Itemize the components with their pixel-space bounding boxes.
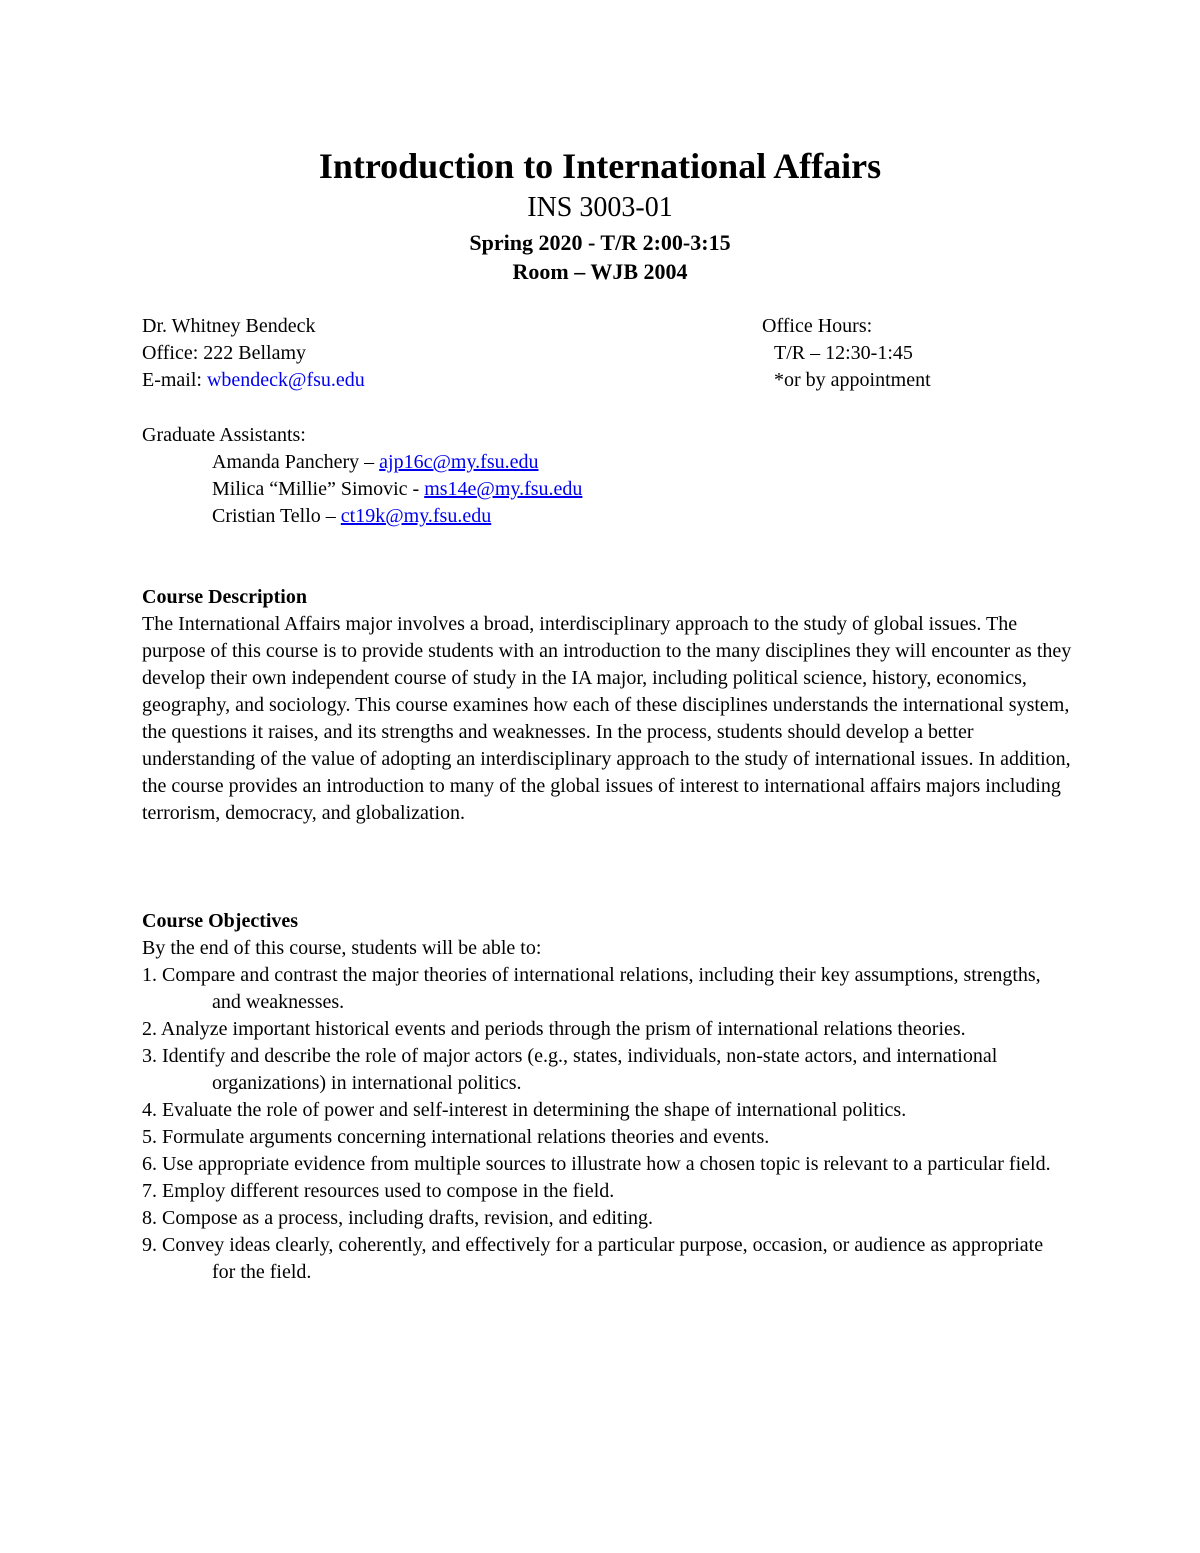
instructor-office: Office: 222 Bellamy [142,342,307,364]
assistant-name: Cristian Tello – [212,505,341,527]
objective-item: 6. Use appropriate evidence from multiple sources to illustrate how a chosen topic is relevant to a particular field. [142,1153,1051,1175]
objective-item: 1. Compare and contrast the major theories of international relations, including their key assumptions, strengths, and weaknesses. [142,964,1041,1013]
office-hours-times: T/R – 12:30-1:45 [774,342,913,364]
description-text: The International Affairs major involves a broad, interdisciplinary approach to the study of global issues. The purpose of this course is to provide students with an introduction to the many disciplines they will encounter as they develop their own independent course of study in the IA major, including political science, history, economics, geography, and sociology. This course examines how each of these disciplines understands the international system, the questions it raises, and its strengths and weaknesses. In the process, students should develop a better understanding of the value of adopting an interdisciplinary approach to the study of international issues. In addition, the course provides an introduction to many of the global issues of interest to international affairs majors including terrorism, democracy, and globalization. [142,613,1072,824]
assistants-heading: Graduate Assistants: [142,424,306,446]
assistant-name: Milica “Millie” Simovic - [212,478,425,500]
assistant-item [212,503,491,530]
assistant-email-link[interactable]: ms14e@my.fsu.edu [424,478,583,500]
objective-item: 5. Formulate arguments concerning international relations theories and events. [142,1126,770,1148]
course-title: Introduction to International Affairs [318,146,882,186]
objectives-heading: Course Objectives [142,910,299,932]
assistant-item [212,476,582,503]
objectives-intro: By the end of this course, students will be able to: [142,937,542,959]
assistant-name: Amanda Panchery – [212,451,380,473]
objective-item: 2. Analyze important historical events and periods through the prism of international relations theories. [142,1018,966,1040]
course-room: Room – WJB 2004 [512,259,688,284]
description-heading: Course Description [142,586,307,608]
instructor-email-label: E-mail: [142,369,207,391]
instructor-email[interactable]: wbendeck@fsu.edu [206,369,365,391]
assistant-email-link[interactable]: ct19k@my.fsu.edu [340,505,492,527]
objective-item: 3. Identify and describe the role of major actors (e.g., states, individuals, non-state actors, and international organizations) in international politics. [142,1045,998,1094]
objectives-list [142,962,1062,1286]
instructor-email-line [142,367,365,394]
course-schedule: Spring 2020 - T/R 2:00-3:15 [469,230,731,255]
assistant-email-link[interactable]: ajp16c@my.fsu.edu [379,451,539,473]
objective-item: 9. Convey ideas clearly, coherently, and effectively for a particular purpose, occasion, or audience as appropriate for the field. [142,1234,1044,1283]
course-code: INS 3003-01 [527,192,673,223]
office-hours-heading: Office Hours: [762,315,873,337]
assistant-item [212,449,538,476]
instructor-name: Dr. Whitney Bendeck [142,315,316,337]
objective-item: 8. Compose as a process, including drafts, revision, and editing. [142,1207,654,1229]
office-hours-note: *or by appointment [774,369,931,391]
objective-item: 7. Employ different resources used to compose in the field. [142,1180,615,1202]
objective-item: 4. Evaluate the role of power and self-interest in determining the shape of international politics. [142,1099,907,1121]
